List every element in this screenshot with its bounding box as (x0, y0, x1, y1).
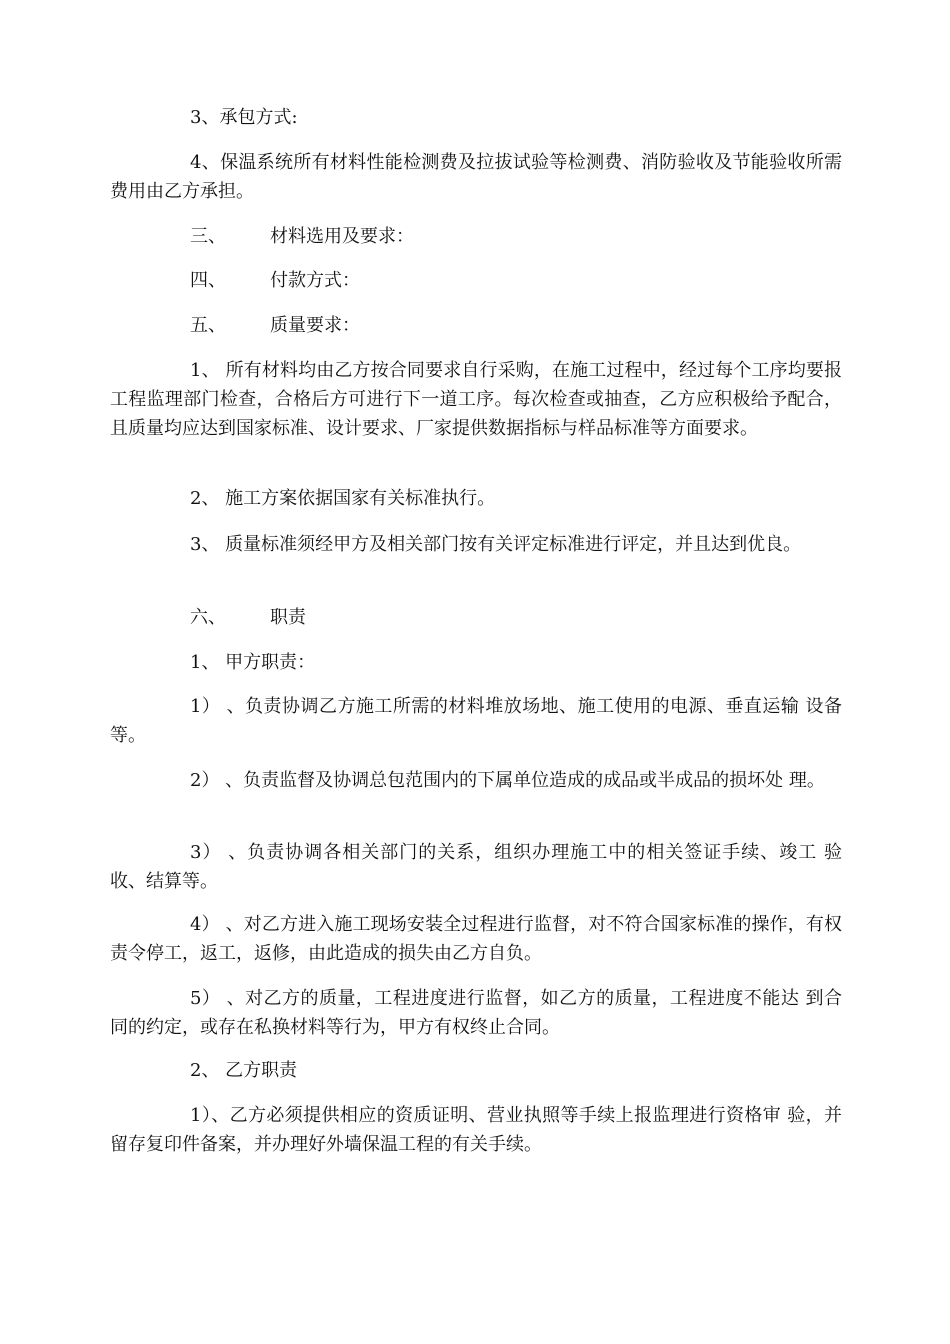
paragraph-text: 、对乙方进入施工现场安装全过程进行监督，对不符合国家标准的操作，有权责令停工，返工，返修，由此造成的损失由乙方自负。 (110, 914, 843, 964)
paragraph-text: 、对乙方的质量，工程进度进行监督，如乙方的质量，工程进度不能达 到合同的约定，或存在私换材料等行为，甲方有权终止合同。 (110, 988, 842, 1038)
paragraph-contract-method (110, 103, 842, 132)
paragraph-text: 、乙方必须提供相应的资质证明、营业执照等手续上报监理进行资格审 验，并留存复印件备案，并办理好外墙保温工程的有关手续。 (110, 1105, 843, 1155)
section-heading-materials (110, 222, 842, 251)
paragraph-number: 5） (190, 988, 221, 1009)
section-heading-payment (110, 266, 842, 295)
document-page (110, 0, 842, 1344)
paragraph-number: 3） (190, 842, 222, 863)
paragraph-text: 、负责协调各相关部门的关系，组织办理施工中的相关签证手续、竣工 验收、结算等。 (110, 842, 842, 892)
section-heading-duties (110, 603, 842, 632)
paragraph-party-a-duties (110, 648, 842, 677)
paragraph-party-a-duty-1 (110, 692, 842, 750)
section-number: 六、 (190, 607, 226, 628)
section-title: 职责 (270, 607, 306, 628)
section-title: 质量要求： (270, 315, 360, 336)
paragraph-number: 4、 (190, 152, 221, 173)
section-title: 付款方式： (270, 270, 360, 291)
section-title: 材料选用及要求： (270, 226, 414, 247)
paragraph-construction-plan (110, 484, 842, 513)
paragraph-number: 2、 (190, 488, 220, 509)
paragraph-number: 1、 (190, 360, 220, 381)
paragraph-number: 2、 (190, 1060, 220, 1081)
section-number: 三、 (190, 226, 226, 247)
paragraph-number: 1、 (190, 652, 220, 673)
paragraph-text: 、负责协调乙方施工所需的材料堆放场地、施工使用的电源、垂直运输 设备等。 (110, 696, 842, 746)
paragraph-party-b-duties (110, 1056, 842, 1085)
section-number: 五、 (190, 315, 226, 336)
paragraph-party-a-duty-2 (110, 766, 842, 795)
paragraph-text: 保温系统所有材料性能检测费及拉拔试验等检测费、消防验收及节能验收所需费用由乙方承担。 (110, 152, 843, 202)
paragraph-quality-standard (110, 530, 842, 559)
paragraph-number: 2） (190, 770, 220, 791)
paragraph-material-procurement (110, 356, 842, 443)
paragraph-party-b-duty-1 (110, 1101, 842, 1159)
paragraph-text: 、负责监督及协调总包范围内的下属单位造成的成品或半成品的损坏处 理。 (219, 770, 825, 791)
paragraph-party-a-duty-5 (110, 984, 842, 1042)
section-heading-quality (110, 311, 842, 340)
paragraph-text: 施工方案依据国家有关标准执行。 (219, 488, 496, 509)
paragraph-text: 质量标准须经甲方及相关部门按有关评定标准进行评定，并且达到优良。 (219, 534, 802, 555)
paragraph-testing-fees (110, 148, 842, 206)
paragraph-number: 1） (190, 1105, 212, 1126)
paragraph-text: 所有材料均由乙方按合同要求自行采购，在施工过程中，经过每个工序均要报工程监理部门检查，合格后方可进行下一道工序。每次检查或抽查，乙方应积极给予配合，且质量均应达到国家标准、设计要求、厂家提供数据指标与样品标准等方面要求。 (110, 360, 843, 439)
paragraph-text: 乙方职责 (219, 1060, 298, 1081)
paragraph-text: 甲方职责： (219, 652, 316, 673)
paragraph-number: 4） (190, 914, 220, 935)
section-number: 四、 (190, 270, 226, 291)
paragraph-text: 承包方式: (219, 107, 298, 128)
paragraph-number: 1） (190, 696, 221, 717)
paragraph-number: 3、 (190, 534, 220, 555)
paragraph-party-a-duty-4 (110, 910, 842, 968)
paragraph-number: 3、 (190, 107, 220, 128)
paragraph-party-a-duty-3 (110, 838, 842, 896)
